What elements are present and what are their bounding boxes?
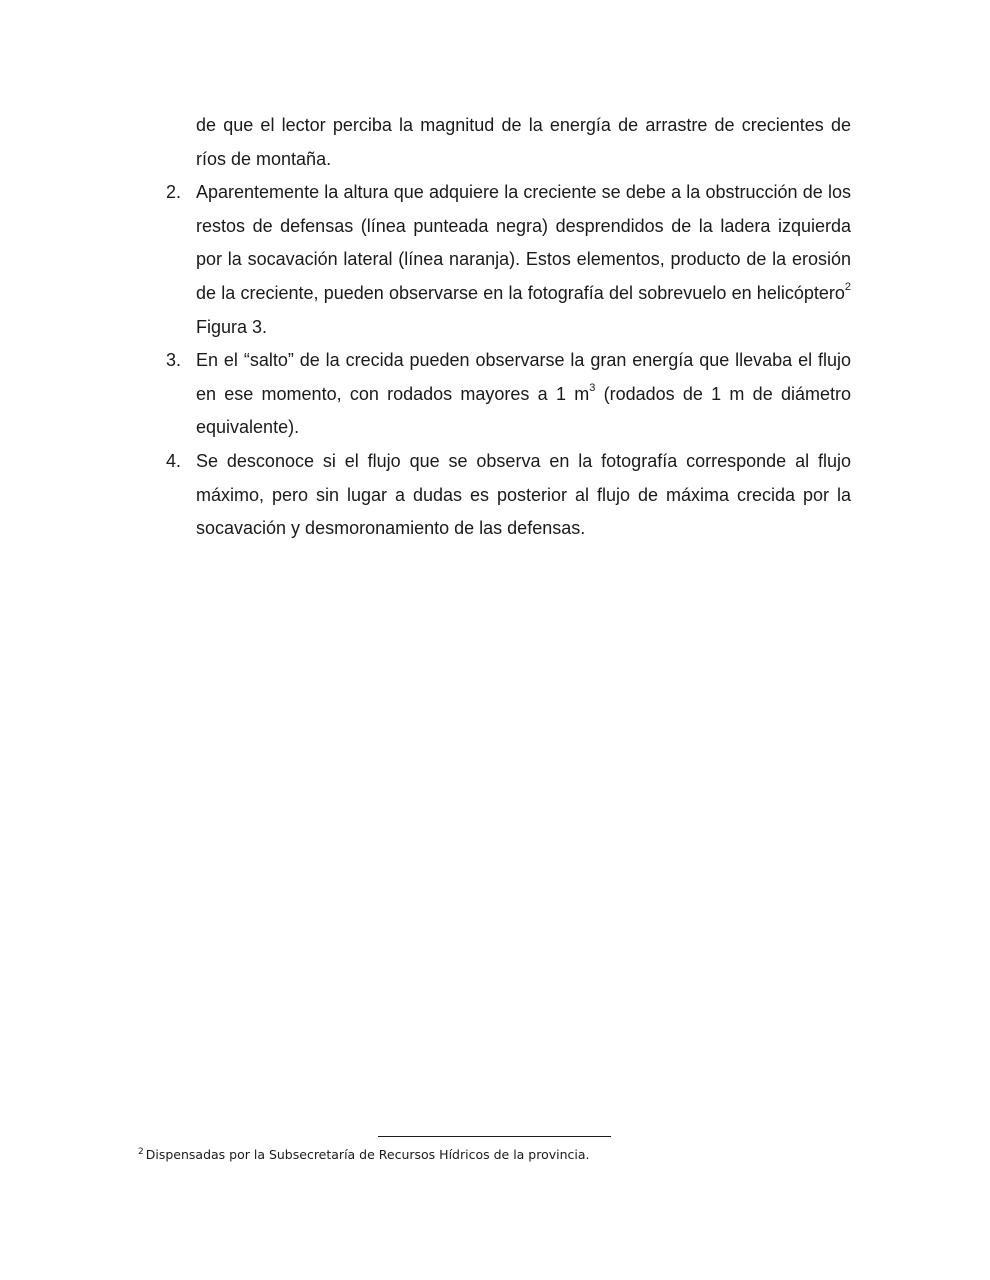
footnote-mark: 2 xyxy=(138,1147,144,1157)
list-item xyxy=(166,176,851,344)
list-item-text: En el “salto” de la crecida pueden observarse la gran energía que llevaba el flujo en ese momento, con rodados mayores a 1 m xyxy=(196,350,851,404)
intro-paragraph: de que el lector perciba la magnitud de la energía de arrastre de crecientes de ríos de montaña. xyxy=(196,115,851,169)
numbered-list xyxy=(166,176,851,546)
list-number: 4. xyxy=(166,450,182,471)
footnote-separator xyxy=(378,1136,611,1137)
list-number: 3. xyxy=(166,350,182,371)
list-item-text: Se desconoce si el flujo que se observa en la fotografía corresponde al flujo máximo, pero sin lugar a dudas es posterior al flujo de máxima crecida por la socavación y desmoronamiento de las defensas. xyxy=(196,450,851,539)
footnote xyxy=(138,1145,590,1165)
footnote-reference[interactable]: 2 xyxy=(844,280,851,293)
list-item-text-tail: (rodados de 1 m de diámetro equivalente). xyxy=(196,383,851,438)
list-item-text-tail: Figura 3. xyxy=(196,316,268,337)
list-item xyxy=(166,445,851,546)
footnote-text: Dispensadas por la Subsecretaría de Recursos Hídricos de la provincia. xyxy=(145,1147,590,1162)
list-number: 2. xyxy=(166,182,182,203)
list-item-text: Aparentemente la altura que adquiere la creciente se debe a la obstrucción de los restos de defensas (línea punteada negra) desprendidos de la ladera izquierda por la socavación lateral (línea naranja). Estos elementos, producto de la erosión de la creciente, pueden observarse en la fotografía del sobrevuelo en helicóptero xyxy=(196,182,851,303)
superscript-exponent: 3 xyxy=(589,381,596,394)
body-text xyxy=(166,109,851,546)
list-item xyxy=(166,344,851,445)
